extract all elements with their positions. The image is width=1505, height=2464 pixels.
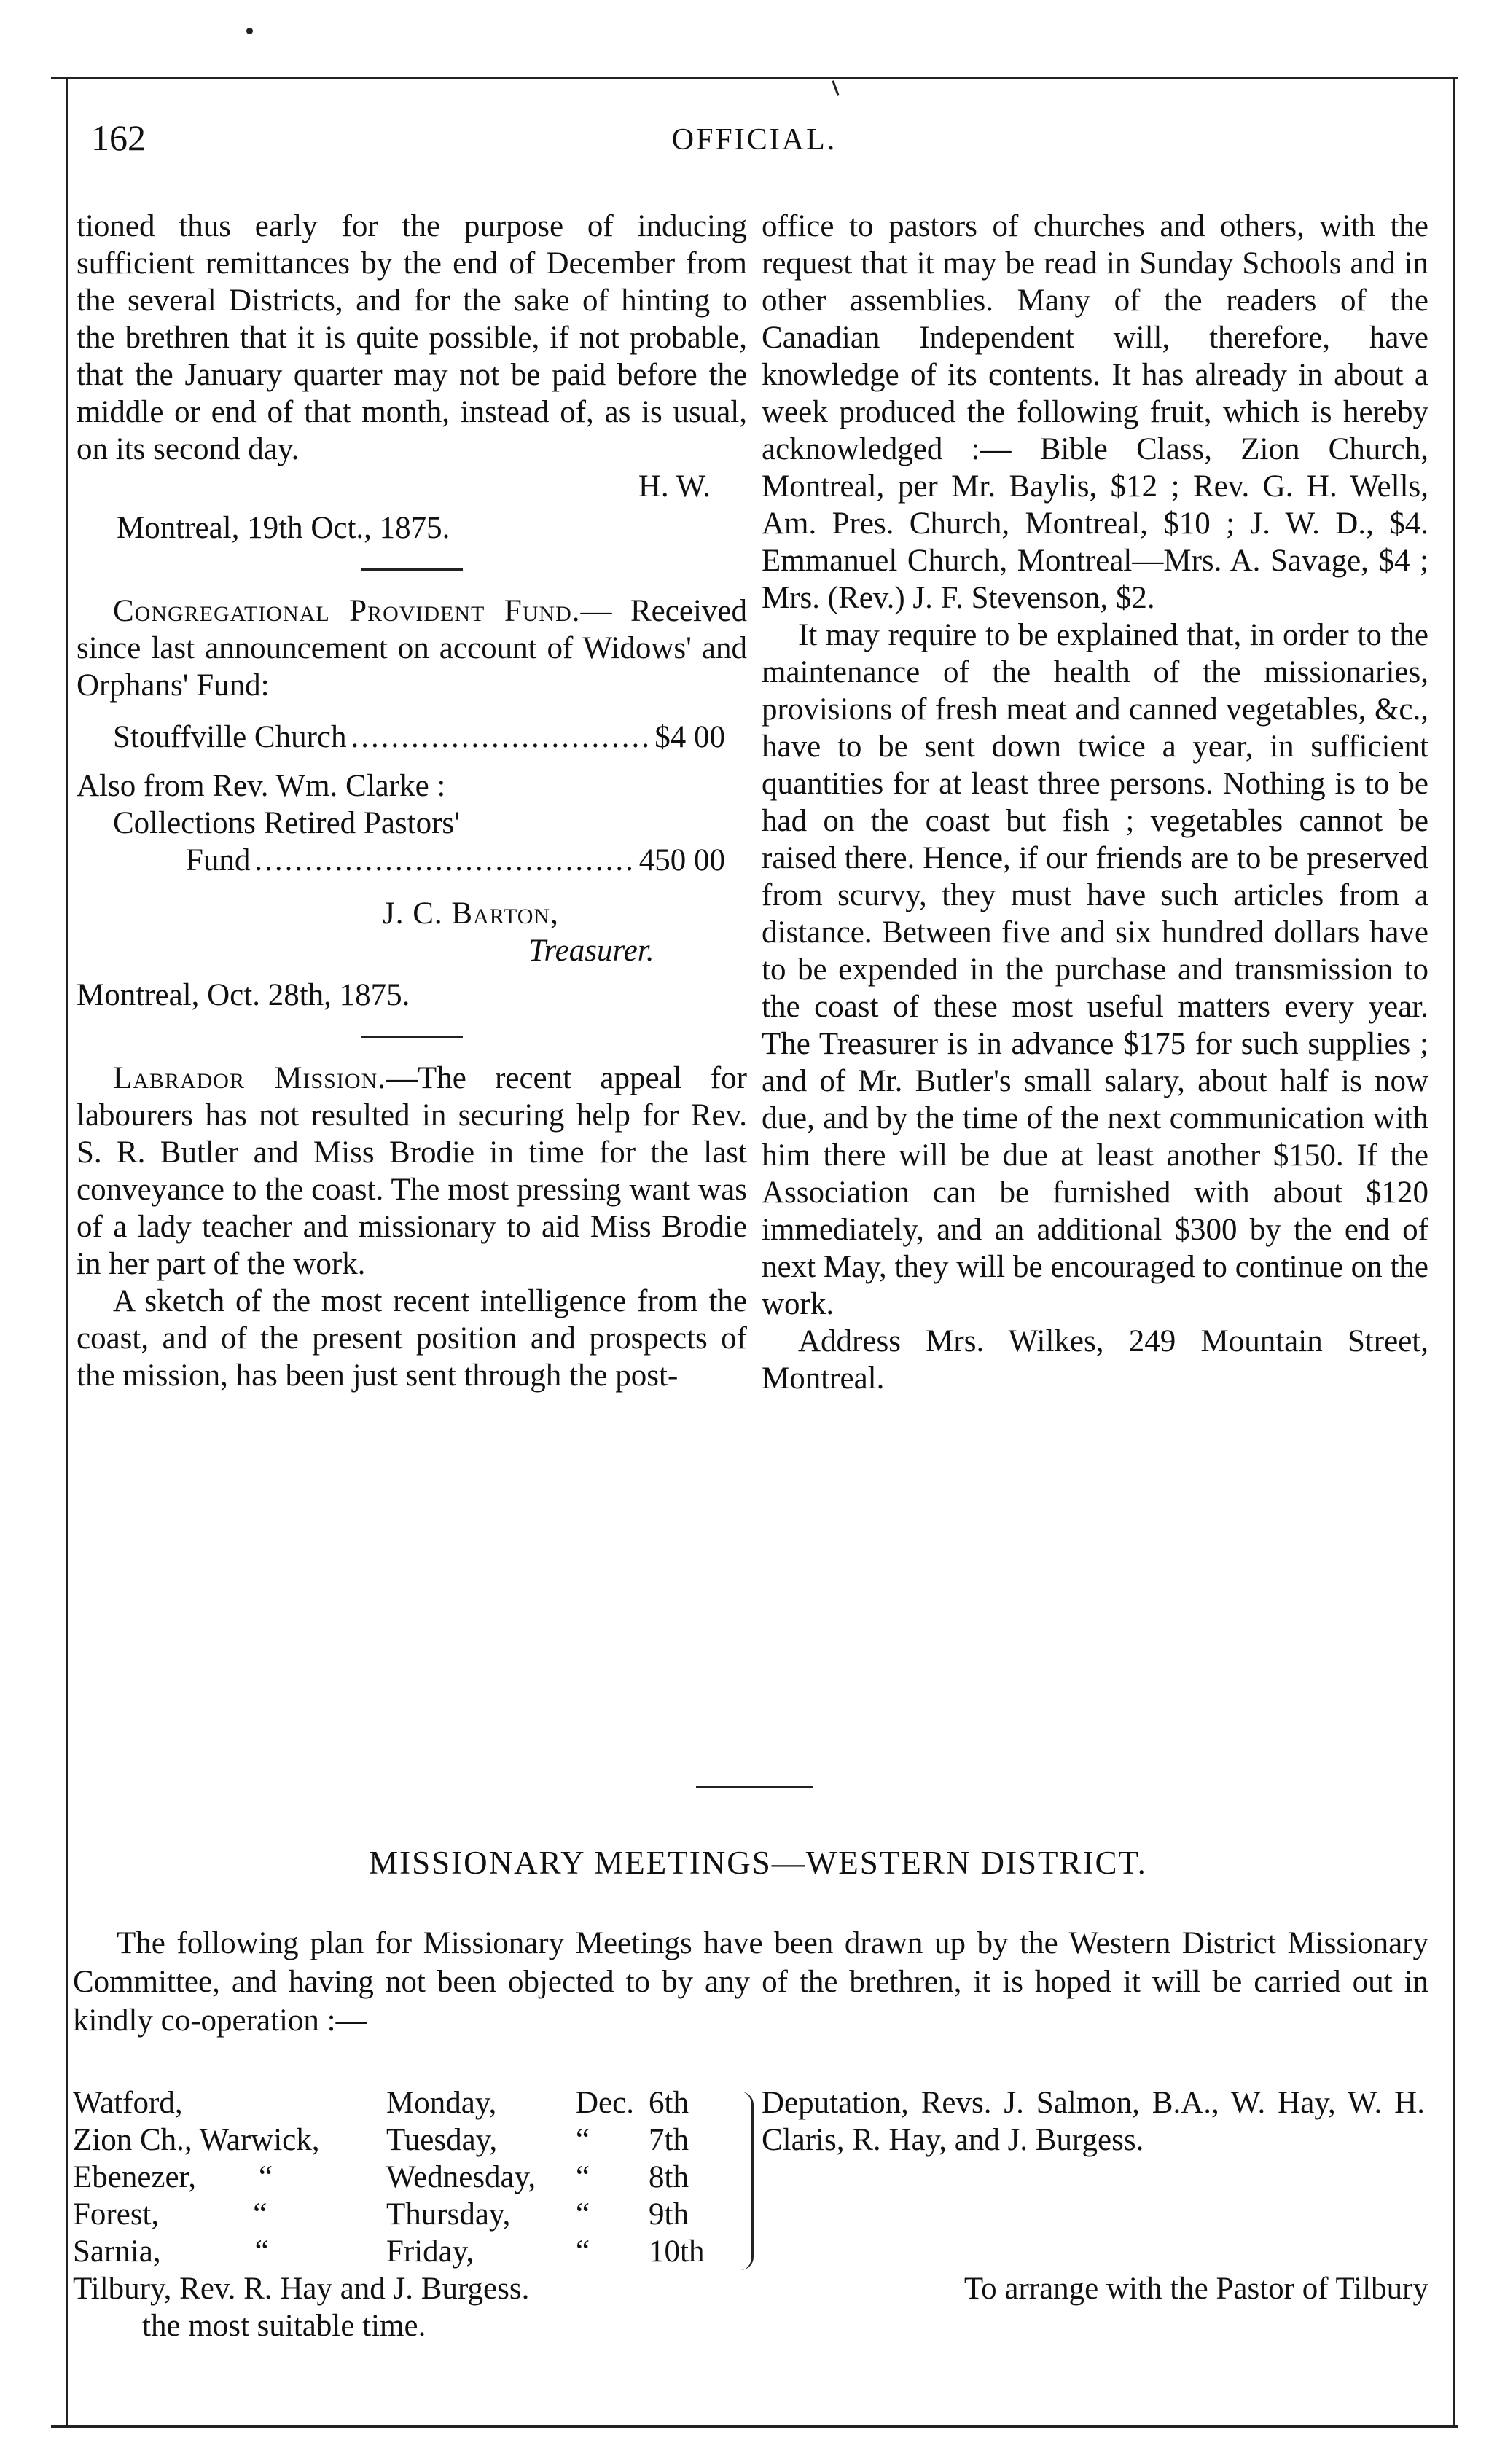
fund-entry-stouffville xyxy=(77,719,747,756)
fund-entry-line: Collections Retired Pastors' xyxy=(113,806,460,840)
fund-amount: $4 00 xyxy=(654,720,725,754)
meeting-schedule xyxy=(73,2084,743,2270)
schedule-date: 6th xyxy=(649,2086,689,2120)
tilbury-line-2: the most suitable time. xyxy=(142,2309,426,2343)
schedule-row xyxy=(73,2196,743,2233)
left-column xyxy=(77,208,747,1394)
tilbury-line xyxy=(73,2270,1428,2307)
meetings-intro: The following plan for Missionary Meetings have been drawn up by the Western District Missionary Committee, and having not been objected to by any of the brethren, it is hoped it will be carried out in kindly co-operation :— xyxy=(73,1926,1428,2038)
fund-label: Stouffville Church xyxy=(113,720,347,754)
bottom-rule xyxy=(51,2425,1458,2428)
schedule-date: 9th xyxy=(649,2197,689,2232)
address-paragraph: Address Mrs. Wilkes, 249 Mountain Street, Montreal. xyxy=(762,1324,1428,1396)
schedule-place: Sarnia, “ xyxy=(73,2234,269,2269)
schedule-row xyxy=(73,2121,743,2159)
running-title: OFFICIAL. xyxy=(671,123,837,157)
provident-fund-notice xyxy=(77,592,747,704)
schedule-date: 7th xyxy=(649,2123,689,2157)
schedule-brace xyxy=(740,2092,754,2270)
fund-amount: 450 00 xyxy=(638,843,725,877)
page-header xyxy=(84,117,1425,160)
schedule-month: “ xyxy=(576,2234,590,2269)
labrador-text: —The recent appeal for labourers has not resulted in securing help for Rev. S. R. Butler and Miss Brodie in time for the last conveyance to the coast. The most pressing want was of a lady teacher and missionary to aid Miss Brodie in her part of the work. xyxy=(77,1061,748,1281)
schedule-day: Tuesday, xyxy=(386,2123,498,2157)
deputation-text: Deputation, Revs. J. Salmon, B.A., W. Hay, W. H. Claris, R. Hay, and J. Burgess. xyxy=(762,2086,1425,2157)
schedule-month: Dec. xyxy=(576,2086,634,2120)
schedule-day: Wednesday, xyxy=(386,2160,536,2194)
tilbury-left: Tilbury, Rev. R. Hay and J. Burgess. xyxy=(73,2272,530,2306)
schedule-place: Forest, “ xyxy=(73,2197,267,2232)
separator xyxy=(361,568,463,571)
right-column xyxy=(762,208,1428,1397)
leader-dots xyxy=(254,842,634,879)
schedule-place: Ebenezer, “ xyxy=(73,2160,273,2194)
schedule-row xyxy=(73,2233,743,2270)
ink-speck xyxy=(246,28,253,34)
page-number: 162 xyxy=(91,117,146,158)
section-title: MISSIONARY MEETINGS—WESTERN DISTRICT. xyxy=(369,1845,1147,1881)
schedule-place: Zion Ch., Warwick, xyxy=(73,2123,320,2157)
schedule-date: 8th xyxy=(649,2160,689,2194)
continued-paragraph: tioned thus early for the purpose of inducing sufficient remittances by the end of December from the several Districts, and for the sake of hinting to the brethren that it is quite possible, if not probable, that the January quarter may not be paid before the middle or end of that month, instead of, as is usual, on its second day. xyxy=(77,209,747,466)
leader-dots xyxy=(351,719,650,756)
fund-entry-line: Also from Rev. Wm. Clarke : xyxy=(77,769,446,803)
schedule-date: 10th xyxy=(649,2234,705,2269)
schedule-month: “ xyxy=(576,2123,590,2157)
signature: H. W. xyxy=(638,469,711,504)
provident-heading: Congregational Provident Fund. xyxy=(113,594,581,628)
schedule-place: Watford, xyxy=(73,2086,183,2120)
fund-label: Fund xyxy=(186,843,251,877)
sketch-paragraph: A sketch of the most recent intelligence from the coast, and of the present position and prospects of the mission, has been just sent through the post- xyxy=(77,1284,747,1393)
schedule-month: “ xyxy=(576,2197,590,2232)
separator xyxy=(696,1786,813,1788)
dateline: Montreal, 19th Oct., 1875. xyxy=(117,511,450,545)
fund-entry-retired-pastors xyxy=(77,842,747,879)
schedule-day: Monday, xyxy=(386,2086,497,2120)
tilbury-note xyxy=(73,2270,1428,2344)
schedule-month: “ xyxy=(576,2160,590,2194)
separator xyxy=(361,1036,463,1038)
provisions-paragraph: It may require to be explained that, in order to the maintenance of the health of the missionaries, provisions of fresh meat and canned vegetables, &c., have to be sent down twice a year, in sufficient quantities for at least three persons. Nothing is to be had on the coast but fish ; vegetables cannot be raised there. Hence, if our friends are to be preserved from scurvy, they must have such articles from a distance. Between five and six hundred dollars have to be expended in the purchase and transmission to the coast of these most useful matters every year. The Treasurer is in advance $175 for such supplies ; and of Mr. Butler's small salary, about half is now due, and by the time of the next communication with him there will be due at least another $150. If the Association can be furnished with about $120 immediately, and an additional $300 by the end of next May, they will be encouraged to continue on the work. xyxy=(762,618,1428,1321)
provident-text: — Received since last announcement on account of Widows' and Orphans' Fund: xyxy=(77,594,747,703)
schedule-day: Thursday, xyxy=(386,2197,511,2232)
tilbury-right: To arrange with the Pastor of Tilbury xyxy=(963,2272,1428,2306)
schedule-row xyxy=(73,2159,743,2196)
schedule-day: Friday, xyxy=(386,2234,474,2269)
labrador-heading: Labrador Mission. xyxy=(113,1061,386,1095)
treasurer-name: J. C. Barton, xyxy=(383,896,559,931)
acknowledgement-paragraph: office to pastors of churches and others, with the request that it may be read in Sunday Schools and in other assemblies. Many of the readers of the Canadian Independent will, therefore, have knowledge of its contents. It has already in about a week produced the following fruit, which is hereby acknowledged :— Bible Class, Zion Church, Montreal, per Mr. Baylis, $12 ; Rev. G. H. Wells, Am. Pres. Church, Montreal, $10 ; J. W. D., $4. Emmanuel Church, Montreal—Mrs. A. Savage, $4 ; Mrs. (Rev.) J. F. Stevenson, $2. xyxy=(762,209,1428,615)
schedule-row xyxy=(73,2084,743,2121)
labrador-notice xyxy=(77,1060,747,1283)
treasurer-title: Treasurer. xyxy=(528,934,654,968)
dateline: Montreal, Oct. 28th, 1875. xyxy=(77,978,410,1012)
